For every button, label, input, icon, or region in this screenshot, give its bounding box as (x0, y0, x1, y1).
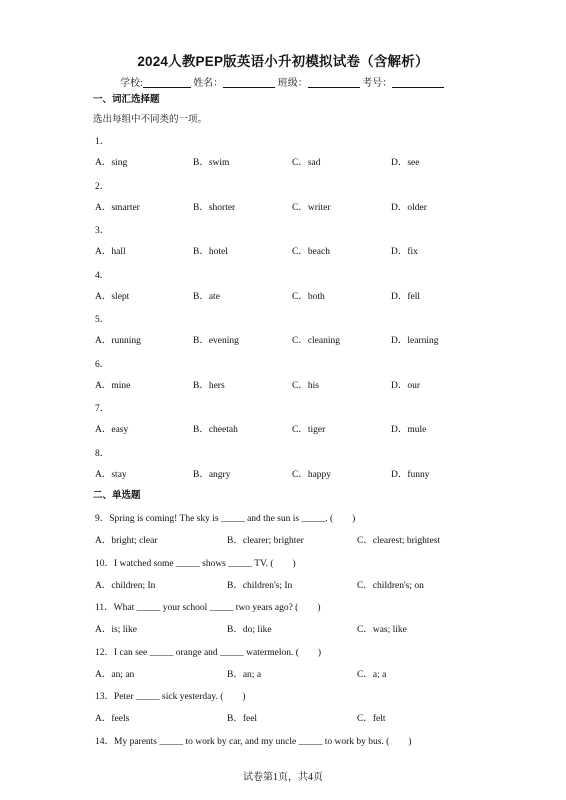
answer-option[interactable]: B．cheetah (193, 425, 238, 435)
school-label: 学校: (120, 78, 143, 89)
answer-option[interactable]: D．see (391, 158, 420, 168)
page-title: 2024人教PEP版英语小升初模拟试卷（含解析） (137, 54, 429, 69)
class-label: 班级： (277, 78, 308, 89)
question-number: 6． (95, 359, 110, 370)
question-stem: 11．What _____ your school _____ two years ago? ( ) (95, 603, 321, 614)
answer-option[interactable]: A．is; like (95, 625, 137, 636)
answer-option[interactable]: D．learning (391, 336, 439, 346)
question-number: 7． (95, 404, 110, 414)
question-number: 8． (95, 448, 110, 459)
section-heading: 二、单选题 (93, 490, 141, 501)
answer-option[interactable]: A．mine (95, 380, 131, 391)
section-instruction: 选出每组中不同类的一项。 (93, 115, 208, 125)
answer-option[interactable]: B．swim (193, 158, 230, 168)
answer-option[interactable]: B．children's; In (227, 580, 293, 591)
answer-option[interactable]: A．smarter (95, 202, 140, 213)
answer-option[interactable]: A．feels (95, 714, 130, 725)
answer-option[interactable]: B．feel (227, 714, 258, 725)
answer-option[interactable]: C．clearest; brightest (357, 536, 441, 546)
name-blank[interactable] (223, 77, 275, 88)
question-number: 4． (95, 270, 110, 281)
question-number: 2． (95, 181, 110, 192)
answer-option[interactable]: D．fell (391, 291, 421, 302)
section-heading: 一、词汇选择题 (93, 94, 160, 105)
answer-option[interactable]: B．ate (193, 291, 220, 302)
question-stem: 9．Spring is coming! The sky is _____ and the sun is _____. ( ) (95, 514, 356, 524)
answer-option[interactable]: B．hers (193, 380, 225, 391)
answer-option[interactable]: C．was; like (357, 625, 407, 636)
answer-option[interactable]: A．running (95, 336, 141, 346)
answer-option[interactable]: D．mule (391, 425, 427, 435)
question-stem: 14．My parents _____ to work by car, and my uncle _____ to work by bus. ( ) (95, 737, 412, 747)
answer-option[interactable]: C．children's; on (357, 580, 424, 591)
exam-number-blank[interactable] (392, 77, 444, 88)
school-blank[interactable] (143, 77, 191, 88)
answer-option[interactable]: C．tiger (292, 425, 326, 435)
question-stem: 12．I can see _____ orange and _____ watermelon. ( ) (95, 647, 322, 658)
answer-option[interactable]: D．fix (391, 247, 418, 257)
answer-option[interactable]: A．children; In (95, 580, 156, 591)
answer-option[interactable]: C．cleaning (292, 336, 341, 346)
question-number: 1． (95, 137, 110, 147)
question-stem: 10．I watched some _____ shows _____ TV. ( ) (95, 558, 296, 569)
answer-option[interactable]: A．bright; clear (95, 536, 158, 546)
answer-option[interactable]: A．slept (95, 291, 130, 302)
question-number: 3． (95, 226, 110, 236)
answer-option[interactable]: B．an; a (227, 669, 262, 680)
page-footer: 试卷第1页，共4页 (243, 772, 323, 783)
class-blank[interactable] (308, 77, 360, 88)
answer-option[interactable]: C．sad (292, 158, 321, 168)
answer-option[interactable]: D．older (391, 202, 427, 213)
answer-option[interactable]: D．funny (391, 469, 430, 480)
question-stem: 13．Peter _____ sick yesterday. ( ) (95, 692, 246, 703)
answer-option[interactable]: D．our (391, 380, 421, 391)
answer-option[interactable]: C．happy (292, 469, 332, 480)
answer-option[interactable]: C．his (292, 380, 319, 391)
answer-option[interactable]: B．angry (193, 469, 231, 480)
answer-option[interactable]: B．clearer; brighter (227, 536, 304, 546)
answer-option[interactable]: A．sing (95, 158, 128, 168)
answer-option[interactable]: A．stay (95, 469, 127, 480)
answer-option[interactable]: B．do; like (227, 625, 272, 636)
answer-option[interactable]: C．both (292, 291, 325, 302)
answer-option[interactable]: A．an; an (95, 669, 135, 680)
answer-option[interactable]: B．shorter (193, 202, 236, 213)
question-number: 5． (95, 315, 110, 325)
name-label: 姓名： (193, 78, 224, 89)
exam-number-label: 考号： (362, 78, 393, 89)
answer-option[interactable]: B．hotel (193, 247, 228, 257)
answer-option[interactable]: A．easy (95, 425, 129, 435)
student-info-line (120, 74, 480, 89)
answer-option[interactable]: C．a; a (357, 669, 387, 680)
answer-option[interactable]: A．hall (95, 247, 126, 257)
answer-option[interactable]: C．writer (292, 202, 331, 213)
answer-option[interactable]: C．felt (357, 714, 386, 725)
answer-option[interactable]: C．beach (292, 247, 330, 257)
answer-option[interactable]: B．evening (193, 336, 239, 346)
